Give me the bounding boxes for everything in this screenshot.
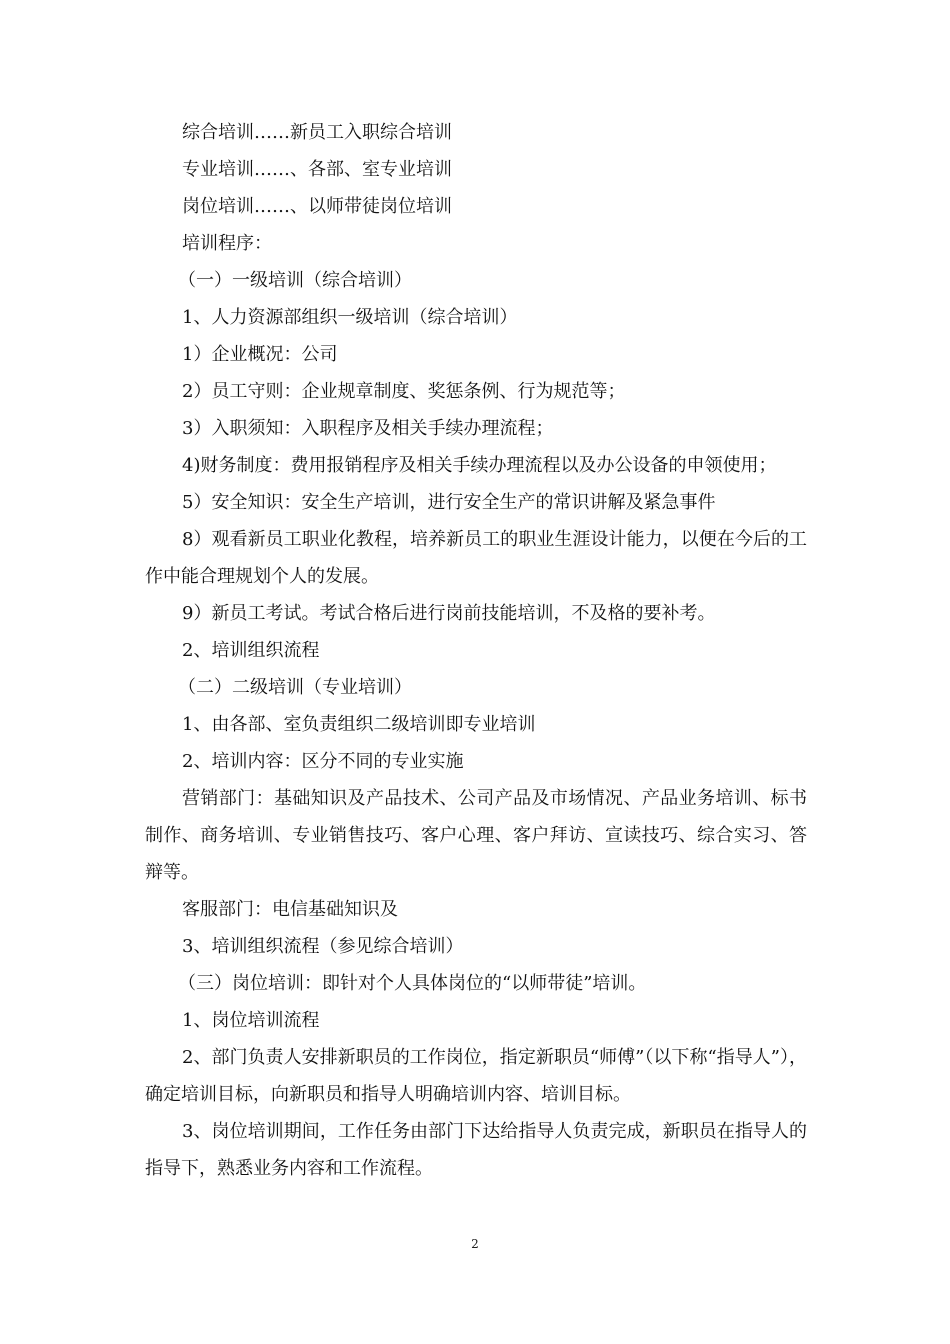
paragraph-17: 2、培训内容：区分不同的专业实施 <box>182 751 464 772</box>
page-number: 2 <box>471 1237 479 1251</box>
paragraph-2: 专业培训……、各部、室专业培训 <box>182 159 452 180</box>
paragraph-23: 2、部门负责人安排新职员的工作岗位，指定新职员“师傅”（以下称“指导人”），确定培训目标，向新职员和指导人明确培训内容、培训目标。 <box>145 1047 807 1105</box>
paragraph-8: 2）员工守则：企业规章制度、奖惩条例、行为规范等； <box>182 381 626 402</box>
section-heading-1: （一）一级培训（综合培训） <box>178 270 412 291</box>
paragraph-24: 3、岗位培训期间，工作任务由部门下达给指导人负责完成，新职员在指导人的指导下，熟悉业务内容和工作流程。 <box>145 1121 807 1179</box>
paragraph-1: 综合培训……新员工入职综合培训 <box>182 122 452 143</box>
section-heading-2: （二）二级培训（专业培训） <box>178 677 412 698</box>
paragraph-7: 1）企业概况：公司 <box>182 344 338 365</box>
paragraph-14: 2、培训组织流程 <box>182 640 320 661</box>
paragraph-9: 3）入职须知：入职程序及相关手续办理流程； <box>182 418 554 439</box>
paragraph-22: 1、岗位培训流程 <box>182 1010 320 1031</box>
paragraph-11: 5）安全知识：安全生产培训，进行安全生产的常识讲解及紧急事件 <box>182 492 716 513</box>
paragraph-12: 8）观看新员工职业化教程，培养新员工的职业生涯设计能力，以便在今后的工作中能合理规划个人的发展。 <box>145 529 807 587</box>
document-body <box>145 114 807 1187</box>
section-heading-3: （三）岗位培训：即针对个人具体岗位的“以师带徒”培训。 <box>178 973 647 994</box>
paragraph-4: 培训程序： <box>182 233 272 254</box>
paragraph-16: 1、由各部、室负责组织二级培训即专业培训 <box>182 714 536 735</box>
paragraph-19: 客服部门：电信基础知识及 <box>182 899 398 920</box>
paragraph-18: 营销部门：基础知识及产品技术、公司产品及市场情况、产品业务培训、标书制作、商务培训、专业销售技巧、客户心理、客户拜访、宣读技巧、综合实习、答辩等。 <box>145 788 807 883</box>
paragraph-6: 1、人力资源部组织一级培训（综合培训） <box>182 307 518 328</box>
paragraph-10: 4)财务制度：费用报销程序及相关手续办理流程以及办公设备的申领使用； <box>182 455 777 476</box>
paragraph-20: 3、培训组织流程（参见综合培训） <box>182 936 464 957</box>
paragraph-3: 岗位培训……、以师带徒岗位培训 <box>182 196 452 217</box>
paragraph-13: 9）新员工考试。考试合格后进行岗前技能培训，不及格的要补考。 <box>182 603 716 624</box>
